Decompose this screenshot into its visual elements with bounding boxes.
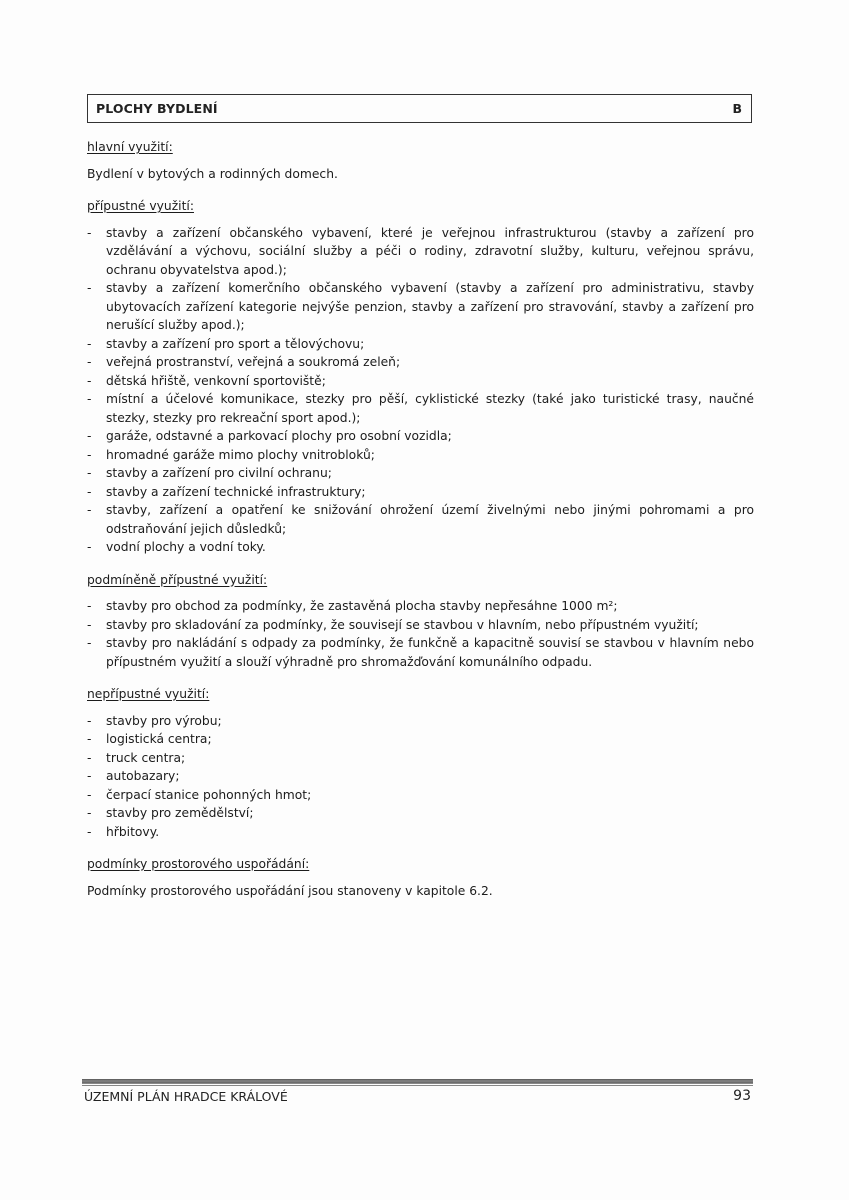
dash-bullet: - [87, 466, 92, 480]
section-prohibited-use [87, 685, 754, 841]
section-permitted-use [87, 197, 754, 557]
dash-bullet: - [87, 617, 92, 632]
list-item-text: stavby, zařízení a opatření ke snižování ohrožení území živelnými nebo jinými pohromami a pro odstraňování jejich důsledků; [106, 503, 754, 536]
dash-bullet: - [87, 750, 92, 765]
list-item [87, 390, 754, 427]
dash-bullet: - [87, 713, 92, 728]
dash-bullet: - [87, 769, 92, 783]
list-item [87, 464, 754, 483]
dash-bullet: - [87, 447, 92, 462]
section-title: PLOCHY BYDLENÍ [96, 101, 218, 116]
list-item [87, 353, 754, 372]
dash-bullet: - [87, 540, 92, 554]
dash-bullet: - [87, 824, 92, 839]
list-item [87, 501, 754, 538]
list-item [87, 427, 754, 446]
page-number: 93 [733, 1088, 751, 1104]
list-item [87, 446, 754, 465]
footer-rule [82, 1079, 753, 1084]
footer-document-title: ÚZEMNÍ PLÁN HRADCE KRÁLOVÉ [84, 1089, 288, 1104]
list-item [87, 767, 754, 786]
dash-bullet: - [87, 787, 92, 802]
list-item-text: stavby pro obchod za podmínky, že zastavěná plocha stavby nepřesáhne 1000 m²; [106, 599, 618, 613]
list-item [87, 483, 754, 502]
spatial-conditions-text: Podmínky prostorového uspořádání jsou stanoveny v kapitole 6.2. [87, 883, 493, 898]
list-item [87, 616, 754, 635]
dash-bullet: - [87, 732, 92, 746]
list-item-text: čerpací stanice pohonných hmot; [106, 787, 312, 802]
spatial-conditions-heading: podmínky prostorového uspořádání: [87, 857, 310, 871]
dash-bullet: - [87, 355, 92, 369]
dash-bullet: - [87, 225, 92, 240]
list-item-text: stavby pro výrobu; [106, 713, 222, 728]
dash-bullet: - [87, 636, 92, 650]
section-conditional-use [87, 571, 754, 672]
list-item-text: stavby a zařízení pro sport a tělovýchovu; [106, 336, 365, 351]
list-item [87, 538, 754, 557]
dash-bullet: - [87, 392, 92, 406]
list-item [87, 634, 754, 671]
list-item [87, 749, 754, 768]
list-item [87, 279, 754, 335]
list-item [87, 597, 754, 616]
list-item-text: logistická centra; [106, 732, 212, 746]
dash-bullet: - [87, 429, 92, 443]
list-item-text: stavby a zařízení technické infrastruktury; [106, 484, 366, 499]
document-content [87, 138, 754, 914]
dash-bullet: - [87, 484, 92, 499]
conditional-use-list [87, 597, 754, 671]
footer-rule-thin [82, 1085, 753, 1086]
permitted-use-heading: přípustné využití: [87, 199, 194, 213]
dash-bullet: - [87, 599, 92, 613]
list-item [87, 730, 754, 749]
main-use-text: Bydlení v bytových a rodinných domech. [87, 166, 338, 181]
conditional-use-heading: podmíněně přípustné využití: [87, 572, 268, 587]
prohibited-use-list [87, 712, 754, 842]
main-use-heading: hlavní využití: [87, 140, 173, 154]
dash-bullet: - [87, 281, 92, 295]
list-item [87, 804, 754, 823]
list-item-text: veřejná prostranství, veřejná a soukromá zeleň; [106, 355, 401, 369]
dash-bullet: - [87, 336, 92, 351]
list-item-text: místní a účelové komunikace, stezky pro pěší, cyklistické stezky (také jako turistické trasy, naučné stezky, stezky pro rekreační sport apod.); [106, 392, 754, 425]
list-item-text: stavby pro nakládání s odpady za podmínky, že funkčně a kapacitně souvisí se stavbou v hlavním nebo přípustném využití a slouží výhradně pro shromažďování komunálního odpadu. [106, 636, 754, 669]
permitted-use-list [87, 224, 754, 557]
list-item [87, 335, 754, 354]
list-item-text: stavby a zařízení občanského vybavení, které je veřejnou infrastrukturou (stavby a zařízení pro vzdělávání a výchovu, sociální služby a péči o rodiny, zdravotní služby, kulturu, veřejnou správu, ochranu obyvatelstva apod.); [106, 225, 754, 277]
dash-bullet: - [87, 806, 92, 820]
list-item-text: autobazary; [106, 769, 180, 783]
list-item-text: stavby pro zemědělství; [106, 806, 254, 820]
section-code: B [732, 101, 742, 116]
section-main-use [87, 138, 754, 183]
list-item [87, 372, 754, 391]
list-item-text: stavby a zařízení komerčního občanského vybavení (stavby a zařízení pro administrativu, stavby ubytovacích zařízení kategorie nejvýše penzion, stavby a zařízení pro stravování, stavby a zařízení pro nerušící služby apod.); [106, 281, 754, 332]
list-item-text: stavby a zařízení pro civilní ochranu; [106, 466, 332, 480]
section-header-box [87, 94, 752, 123]
list-item [87, 823, 754, 842]
list-item-text: vodní plochy a vodní toky. [106, 540, 266, 554]
prohibited-use-heading: nepřípustné využití: [87, 687, 210, 701]
list-item-text: dětská hřiště, venkovní sportoviště; [106, 373, 326, 388]
list-item-text: truck centra; [106, 750, 186, 765]
section-spatial-conditions [87, 855, 754, 900]
list-item-text: stavby pro skladování za podmínky, že souvisejí se stavbou v hlavním, nebo přípustném využití; [106, 617, 699, 632]
list-item [87, 786, 754, 805]
dash-bullet: - [87, 373, 92, 388]
list-item-text: hřbitovy. [106, 824, 160, 839]
list-item [87, 224, 754, 280]
list-item-text: hromadné garáže mimo plochy vnitrobloků; [106, 447, 375, 462]
dash-bullet: - [87, 503, 92, 517]
list-item-text: garáže, odstavné a parkovací plochy pro osobní vozidla; [106, 429, 452, 443]
list-item [87, 712, 754, 731]
